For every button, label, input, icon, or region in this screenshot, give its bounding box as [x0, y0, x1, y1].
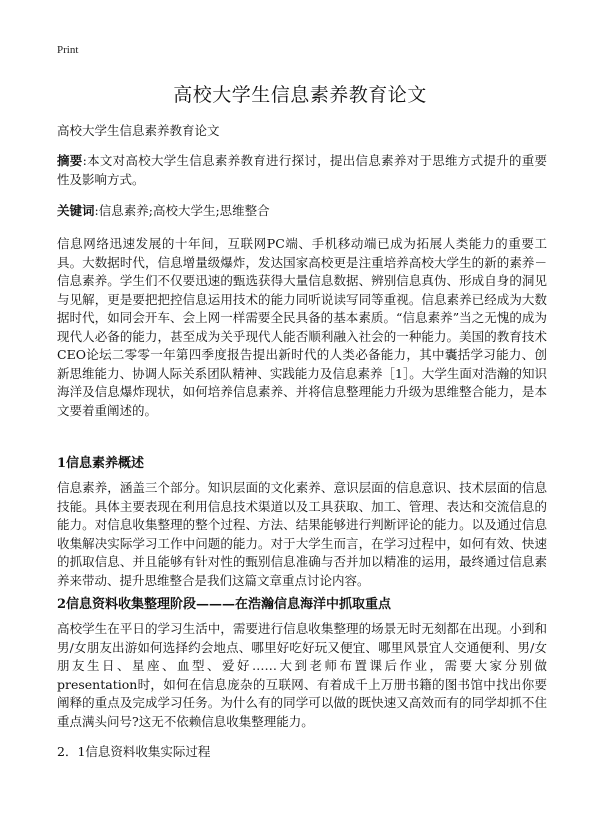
print-link[interactable]: Print [57, 44, 79, 56]
keywords [57, 202, 547, 221]
abstract-label: 摘要 [57, 153, 83, 168]
document-subtitle: 高校大学生信息素养教育论文 [57, 123, 220, 138]
section-1-heading: 1信息素养概述 [57, 456, 145, 471]
section-2-1-heading: 2．1信息资料收集实际过程 [57, 744, 211, 759]
abstract [57, 152, 547, 189]
document-title: 高校大学生信息素养教育论文 [173, 84, 427, 106]
keywords-text: :信息素养;高校大学生;思维整合 [94, 203, 270, 218]
section-2-paragraph: 高校学生在平日的学习生活中，需要进行信息收集整理的场景无时无刻都在出现。小到和男/女朋友出游如何选择约会地点、哪里好吃好玩又便宜、哪里风景宜人交通便利、男/女朋友生日、星座、血型、爱好……大到老师布置课后作业，需要大家分别做presentation时，如何在信息庞杂的互联网、有着成千上万册书籍的图书馆中找出你要阐释的重点及完成学习任务。为什么有的同学可以做的既快速又高效而有的同学却抓不住重点满头问号?这无不依赖信息收集整理能力。 [57, 621, 547, 729]
keywords-label: 关键词 [57, 203, 95, 218]
abstract-text: :本文对高校大学生信息素养教育进行探讨，提出信息素养对于思维方式提升的重要性及影响方式。 [57, 153, 547, 187]
section-2-heading: 2信息资料收集整理阶段———在浩瀚信息海洋中抓取重点 [57, 597, 392, 612]
section-1-paragraph: 信息素养，涵盖三个部分。知识层面的文化素养、意识层面的信息意识、技术层面的信息技能。具体主要表现在利用信息技术渠道以及工具获取、加工、管理、表达和交流信息的能力。对信息收集整理的整个过程、方法、结果能够进行判断评论的能力。以及通过信息收集解决实际学习工作中问题的能力。对于大学生而言，在学习过程中，如何有效、快速的抓取信息、并且能够有针对性的甄别信息准确与否并加以精准的运用，最终通过信息素养来带动、提升思维整合是我们这篇文章重点讨论内容。 [57, 480, 547, 588]
intro-paragraph: 信息网络迅速发展的十年间，互联网PC端、手机移动端已成为拓展人类能力的重要工具。大数据时代，信息增量级爆炸，发达国家高校更是注重培养高校大学生的新的素养－信息素养。学生们不仅要迅速的甄选获得大量信息数据、辨别信息真伪、形成自身的洞见与见解，更是要把把控信息运用技术的能力同听说读写同等重视。信息素养已经成为大数据时代，如同会开车、会上网一样需要全民具备的基本素质。“信息素养”当之无愧的成为现代人必备的能力，甚至成为关乎现代人能否顺利融入社会的一种能力。美国的教育技术CEO论坛二零零一年第四季度报告提出新时代的人类必备能力，其中囊括学习能力、创新思维能力、协调人际关系团队精神、实践能力及信息素养［1］。大学生面对浩瀚的知识海洋及信息爆炸现状，如何培养信息素养、并将信息整理能力升级为思维整合能力，是本文要着重阐述的。 [57, 236, 547, 418]
